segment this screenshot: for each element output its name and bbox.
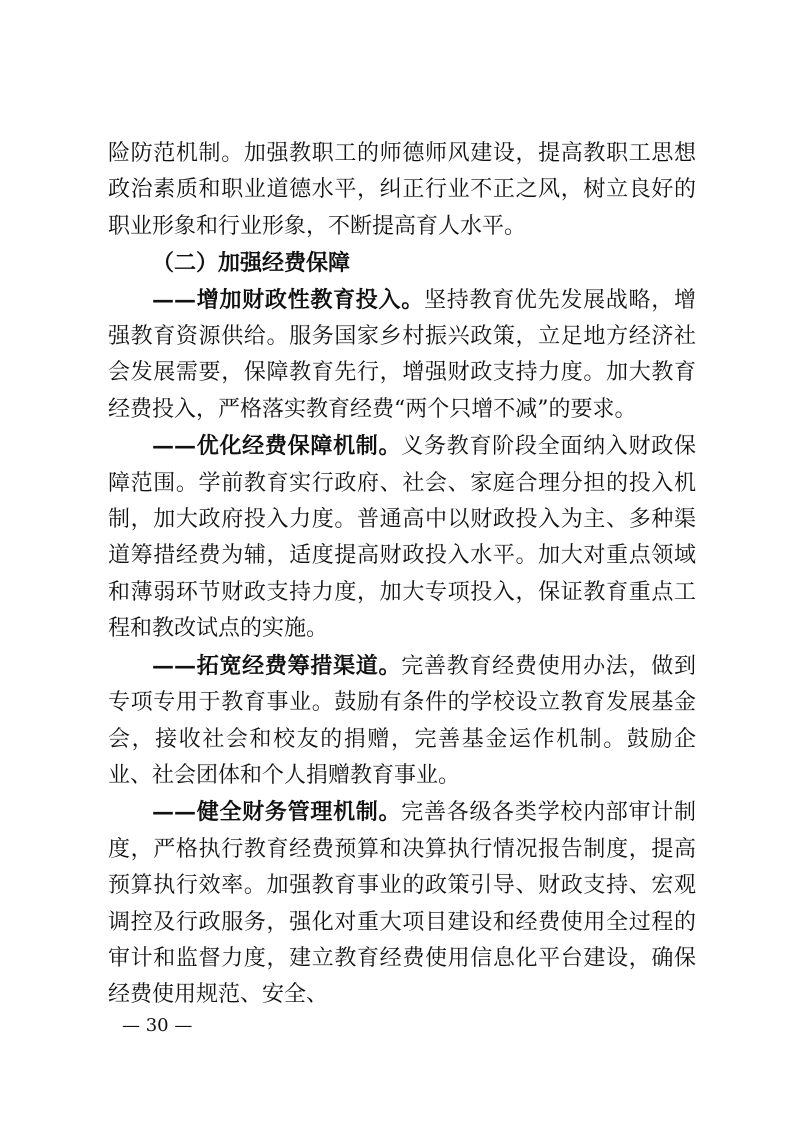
page-number: — 30 — [122,1015,193,1036]
paragraph-text: 坚持教育优先发展战略，增强教育资源供给。服务国家乡村振兴政策，立足地方经济社会发展需要，保障教育先行，增强财政支持力度。加大教育经费投入，严格落实教育经费“两个只增不减”的要求。 [108,287,696,422]
continuation-paragraph [108,136,696,245]
continuation-text: 险防范机制。加强教职工的师德师风建设，提高教职工思想政治素质和职业道德水平，纠正行业不正之风，树立良好的职业形象和行业形象，不断提高育人水平。 [108,141,696,239]
paragraph-financial-management [108,794,696,1013]
paragraph-text: 完善各级各类学校内部审计制度，严格执行教育经费预算和决算执行情况报告制度，提高预算执行效率。加强教育事业的政策引导、财政支持、宏观调控及行政服务，强化对重大项目建设和经费使用全过程的审计和监督力度，建立教育经费使用信息化平台建设，确保经费使用规范、安全、 [108,800,696,1008]
paragraph-text: 义务教育阶段全面纳入财政保障范围。学前教育实行政府、社会、家庭合理分担的投入机制，加大政府投入力度。普通高中以财政投入为主、多种渠道筹措经费为辅，适度提高财政投入水平。加大对重点领域和薄弱环节财政支持力度，加大专项投入，保证教育重点工程和教改试点的实施。 [108,434,696,642]
paragraph-increase-fiscal-investment [108,282,696,429]
paragraph-text: 完善教育经费使用办法，做到专项专用于教育事业。鼓励有条件的学校设立教育发展基金会，接收社会和校友的捐赠，完善基金运作机制。鼓励企业、社会团体和个人捐赠教育事业。 [108,653,696,788]
paragraph-lead: ——优化经费保障机制。 [152,433,402,460]
section-heading-text: （二）加强经费保障 [152,250,351,277]
paragraph-lead: ——健全财务管理机制。 [152,799,402,826]
paragraph-lead: ——拓宽经费筹措渠道。 [152,652,402,679]
paragraph-optimize-funding-mechanism [108,428,696,647]
section-heading [108,245,696,281]
document-body [108,136,696,1014]
paragraph-lead: ——增加财政性教育投入。 [152,286,424,313]
paragraph-broaden-funding-channels [108,648,696,795]
